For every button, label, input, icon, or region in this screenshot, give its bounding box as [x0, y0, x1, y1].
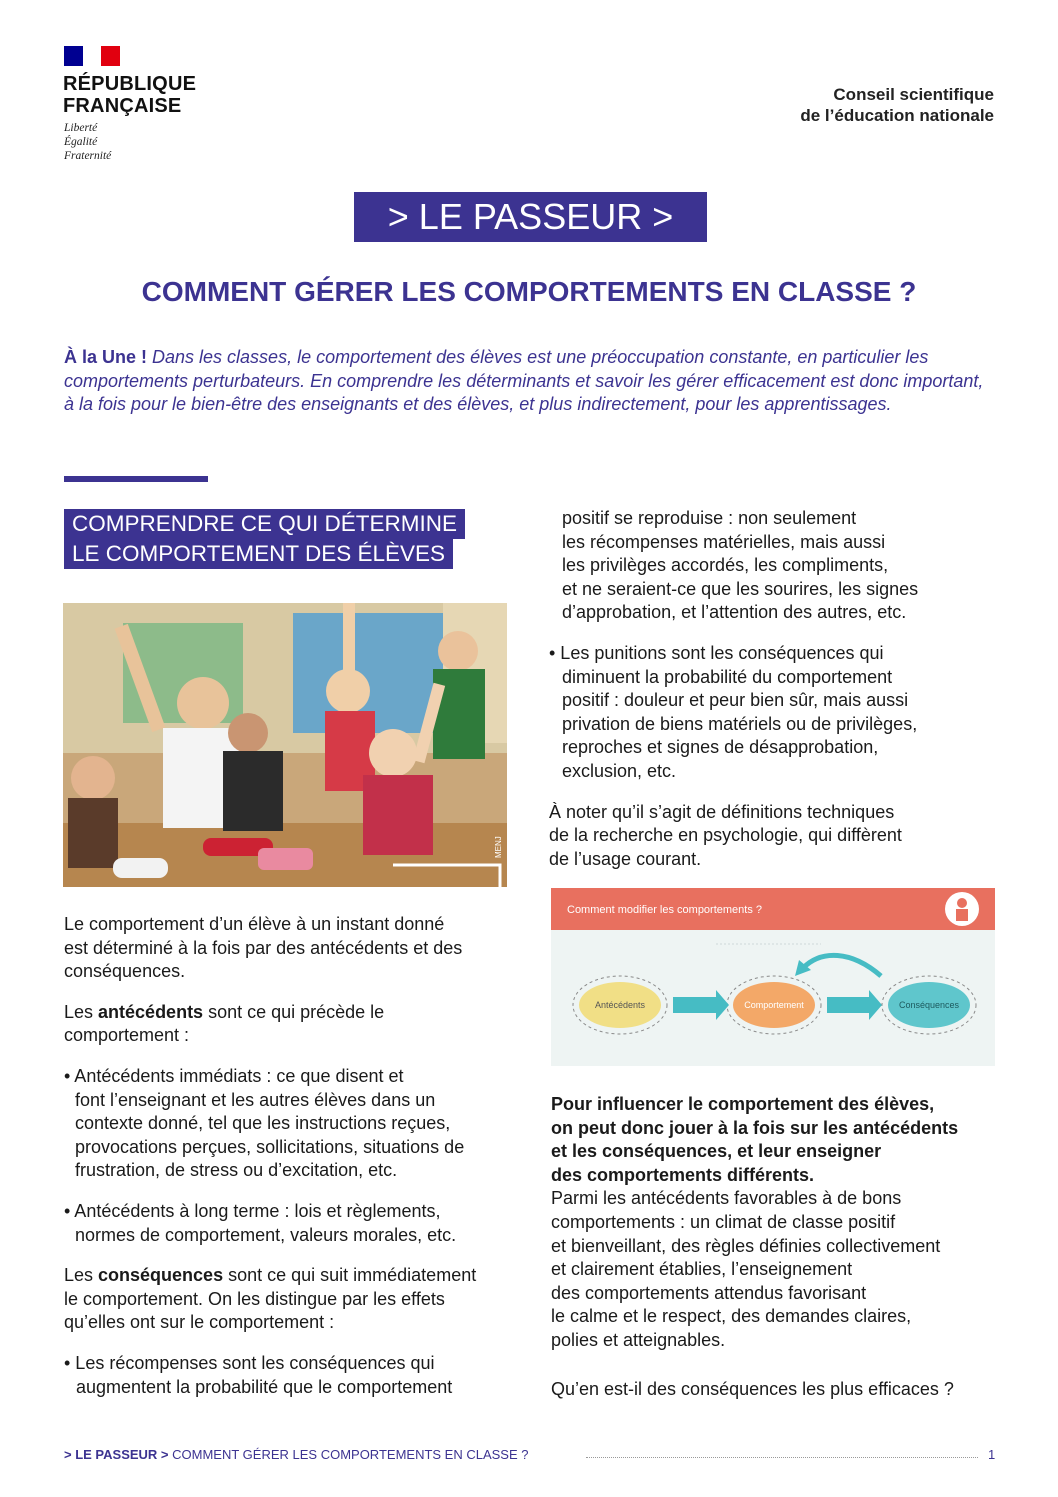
text-line: et les conséquences, et leur enseigner [551, 1141, 882, 1162]
text-line: À noter qu’il s’agit de définitions techniques [549, 801, 895, 822]
text-line: Parmi les antécédents favorables à de bons [551, 1188, 902, 1209]
motto-liberte: Liberté [64, 122, 98, 134]
text-line: d’approbation, et l’attention des autres, etc. [562, 602, 907, 623]
page-footer [64, 1447, 529, 1462]
council-line1: Conseil scientifique [833, 85, 994, 104]
term-consequences: conséquences [98, 1265, 224, 1286]
bullet-rewards-continued [549, 507, 999, 625]
intro-lead: À la Une ! [64, 347, 148, 367]
diagram-title: Comment modifier les comportements ? [567, 904, 763, 916]
republic-line1: RÉPUBLIQUE [63, 73, 197, 95]
text-line: diminuent la probabilité du comportement [562, 666, 893, 687]
text-line: • Les récompenses sont les conséquences qui [64, 1352, 435, 1373]
section-title-line1: COMPRENDRE CE QUI DÉTERMINE [64, 509, 465, 539]
node-consequences-label: Conséquences [898, 1000, 960, 1010]
text-line: et clairement établies, l’enseignement [551, 1259, 853, 1280]
republic-wordmark [63, 73, 196, 117]
text-line: conséquences. [64, 961, 186, 982]
text-line: et bienveillant, des règles définies collectivement [551, 1235, 941, 1256]
page-title: COMMENT GÉRER LES COMPORTEMENTS EN CLASSE ? [141, 276, 917, 307]
text-line: augmentent la probabilité que le comportement [76, 1376, 453, 1397]
paragraph-favorable-antecedents [551, 1187, 1001, 1352]
text-line: qu’elles ont sur le comportement : [64, 1312, 335, 1333]
intro-text: Dans les classes, le comportement des élèves est une préoccupation constante, en particulier les comportements perturbateurs. En comprendre les déterminants et savoir les gérer efficacement est donc important, à la fois pour le bien-être des enseignants et des élèves, et plus indirectement, pour les apprentissages. [64, 347, 984, 414]
text-line: comportement : [64, 1025, 190, 1046]
paragraph-antecedents [64, 1001, 514, 1048]
text-line: provocations perçues, sollicitations, situations de [75, 1136, 465, 1157]
text-line: est déterminé à la fois par des antécédents et des [64, 937, 463, 958]
text-line: de la recherche en psychologie, qui diffèrent [549, 825, 902, 846]
motto-fraternite: Fraternité [64, 150, 112, 162]
text-run: sont ce qui précède le [203, 1001, 385, 1022]
text-line: polies et atteignables. [551, 1329, 726, 1350]
paragraph-question: Qu’en est-il des conséquences les plus efficaces ? [551, 1378, 954, 1399]
section-divider [64, 476, 208, 482]
text-line: positif : douleur et peur bien sûr, mais aussi [562, 690, 909, 711]
bullet-long-term [64, 1200, 514, 1247]
node-comportement-label: Comportement [744, 1000, 804, 1010]
term-antecedents: antécédents [98, 1001, 204, 1022]
text-line: de l’usage courant. [549, 848, 702, 869]
section-title-line2: LE COMPORTEMENT DES ÉLÈVES [64, 539, 453, 569]
french-flag-logo [64, 46, 120, 66]
intro-paragraph [64, 346, 994, 417]
republic-line2: FRANÇAISE [63, 95, 182, 117]
text-line: des comportements différents. [551, 1164, 815, 1185]
paragraph-key-message [551, 1093, 1001, 1187]
text-run: Les [64, 1001, 99, 1022]
text-line: frustration, de stress ou d’excitation, etc. [75, 1160, 398, 1181]
text-run: Les [64, 1265, 99, 1286]
text-run: sont ce qui suit immédiatement [223, 1265, 477, 1286]
text-line: les privilèges accordés, les compliments, [562, 555, 889, 576]
right-column-bottom [551, 1093, 1001, 1401]
text-line: Pour influencer le comportement des élèves, [551, 1094, 935, 1114]
series-banner: > LE PASSEUR > [354, 192, 707, 242]
text-line: on peut donc jouer à la fois sur les antécédents [551, 1117, 959, 1138]
bullet-punishments [549, 642, 999, 784]
text-line: et ne seraient-ce que les sourires, les signes [562, 578, 919, 599]
text-line: positif se reproduise : non seulement [562, 508, 857, 528]
photo-credit: MENJ [494, 836, 503, 858]
text-line: privation de biens matériels ou de privilèges, [562, 713, 918, 734]
classroom-photo [63, 603, 507, 887]
text-line: le comportement. On les distingue par les effets [64, 1288, 445, 1309]
node-antecedents-label: Antécédents [594, 1000, 646, 1010]
section-title [64, 509, 465, 569]
text-line: Le comportement d’un élève à un instant donné [64, 914, 445, 934]
council-name [800, 84, 994, 126]
text-line: • Les punitions sont les conséquences qui [549, 642, 884, 663]
left-column [64, 913, 514, 1399]
bullet-immediate [64, 1065, 514, 1183]
text-line: normes de comportement, valeurs morales, etc. [75, 1224, 457, 1245]
text-line: • Antécédents immédiats : ce que disent et [64, 1065, 404, 1086]
paragraph-consequences [64, 1264, 514, 1335]
bullet-rewards [64, 1352, 514, 1399]
page-number: 1 [988, 1447, 996, 1462]
right-column-top [549, 507, 999, 871]
text-line: reproches et signes de désapprobation, [562, 737, 879, 758]
text-line: le calme et le respect, des demandes claires, [551, 1306, 912, 1327]
footer-title: COMMENT GÉRER LES COMPORTEMENTS EN CLASSE ? [168, 1447, 529, 1462]
motto-egalite: Égalité [64, 136, 98, 148]
text-line: font l’enseignant et les autres élèves dans un [75, 1089, 436, 1110]
text-line: des comportements attendus favorisant [551, 1282, 867, 1303]
text-line: exclusion, etc. [562, 760, 677, 781]
text-line: les récompenses matérielles, mais aussi [562, 531, 886, 552]
paragraph-definition [64, 913, 514, 984]
text-line: comportements : un climat de classe positif [551, 1211, 896, 1232]
footer-series: > LE PASSEUR > [64, 1447, 169, 1462]
footer-leader-dots [586, 1457, 978, 1458]
paragraph-note [549, 801, 999, 872]
text-line: contexte donné, tel que les instructions reçues, [75, 1113, 451, 1134]
motto [64, 121, 111, 163]
council-line2: de l’éducation nationale [800, 106, 994, 125]
text-line: • Antécédents à long terme : lois et règlements, [64, 1200, 441, 1221]
behavior-diagram [551, 888, 995, 1066]
